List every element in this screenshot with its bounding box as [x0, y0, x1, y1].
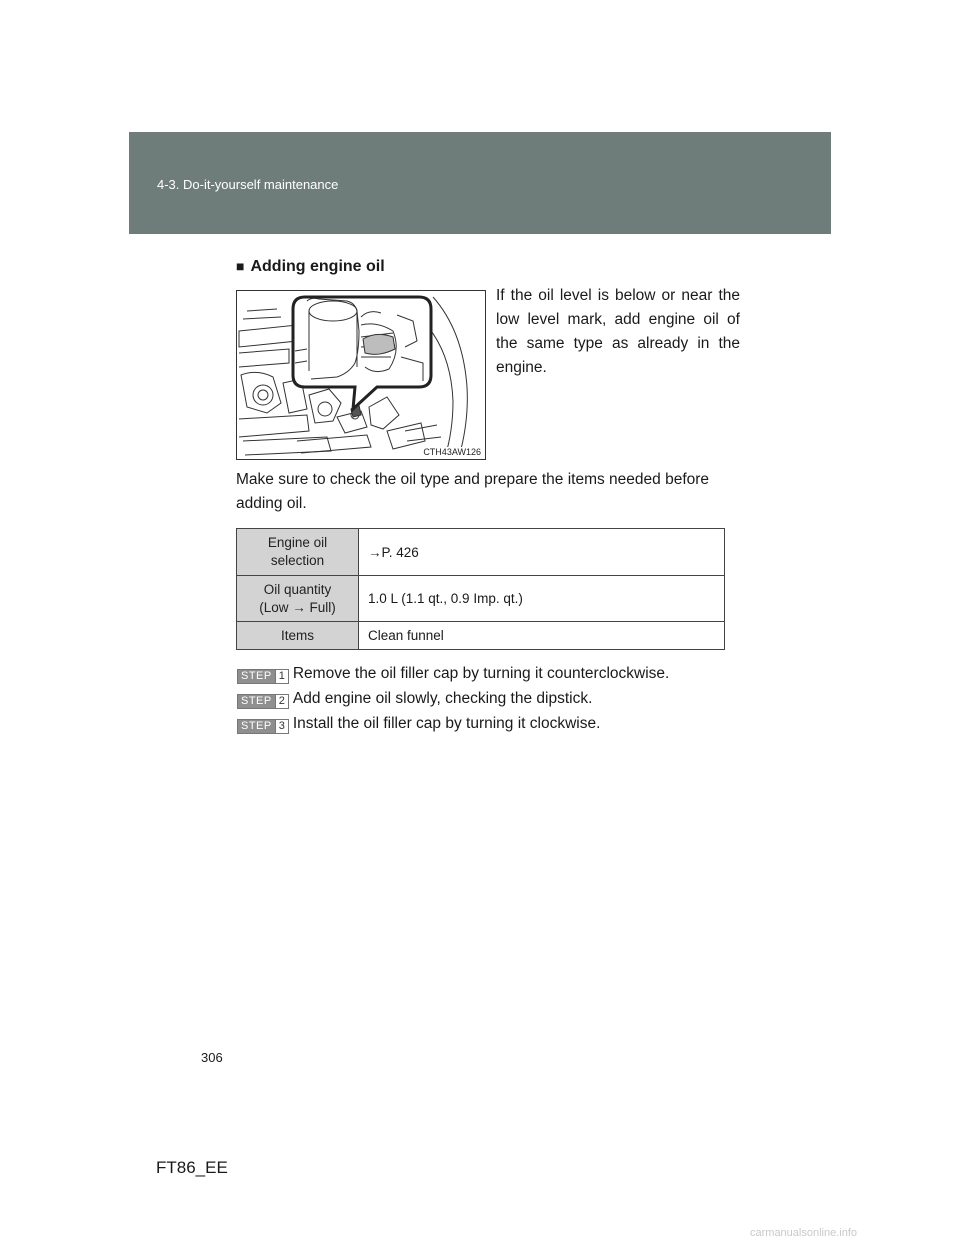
- table-row: [237, 622, 725, 650]
- section-title-text: Adding engine oil: [250, 258, 385, 275]
- step-text: Add engine oil slowly, checking the dipstick.: [292, 690, 593, 707]
- engine-oil-cap-illustration: [236, 290, 486, 460]
- section-title: [236, 258, 385, 276]
- engine-bay-drawing: [237, 291, 485, 459]
- table-row: [237, 529, 725, 576]
- intro-paragraph: If the oil level is below or near the low level mark, add engine oil of the same type as already in the engine.: [496, 287, 740, 376]
- square-bullet-icon: ■: [236, 258, 245, 274]
- step-1: [237, 665, 669, 684]
- table-value-cell: Clean funnel: [359, 622, 725, 650]
- step-badge: STEP 1: [237, 669, 289, 684]
- step-badge: STEP 2: [237, 694, 289, 709]
- table-row: [237, 576, 725, 622]
- step-text: Install the oil filler cap by turning it clockwise.: [292, 715, 601, 732]
- watermark-text: carmanualsonline.info: [750, 1227, 858, 1239]
- section-header-title: 4-3. Do-it-yourself maintenance: [157, 177, 339, 192]
- table-label-cell: Oil quantity (Low → Full): [237, 576, 359, 622]
- footer-code: FT86_EE: [156, 1158, 228, 1177]
- oil-spec-table: [236, 528, 725, 650]
- note-paragraph: Make sure to check the oil type and prepare the items needed before adding oil.: [236, 471, 710, 512]
- table-value-cell: 1.0 L (1.1 qt., 0.9 Imp. qt.): [359, 576, 725, 622]
- step-3: [237, 715, 600, 734]
- step-2: [237, 690, 592, 709]
- step-text: Remove the oil filler cap by turning it counterclockwise.: [292, 665, 670, 682]
- figure-code: CTH43AW126: [423, 447, 481, 457]
- table-label-cell: Engine oil selection: [237, 529, 359, 576]
- table-label-cell: Items: [237, 622, 359, 650]
- step-badge: STEP 3: [237, 719, 289, 734]
- table-value-cell: →P. 426: [359, 529, 725, 576]
- page-number: 306: [201, 1050, 223, 1065]
